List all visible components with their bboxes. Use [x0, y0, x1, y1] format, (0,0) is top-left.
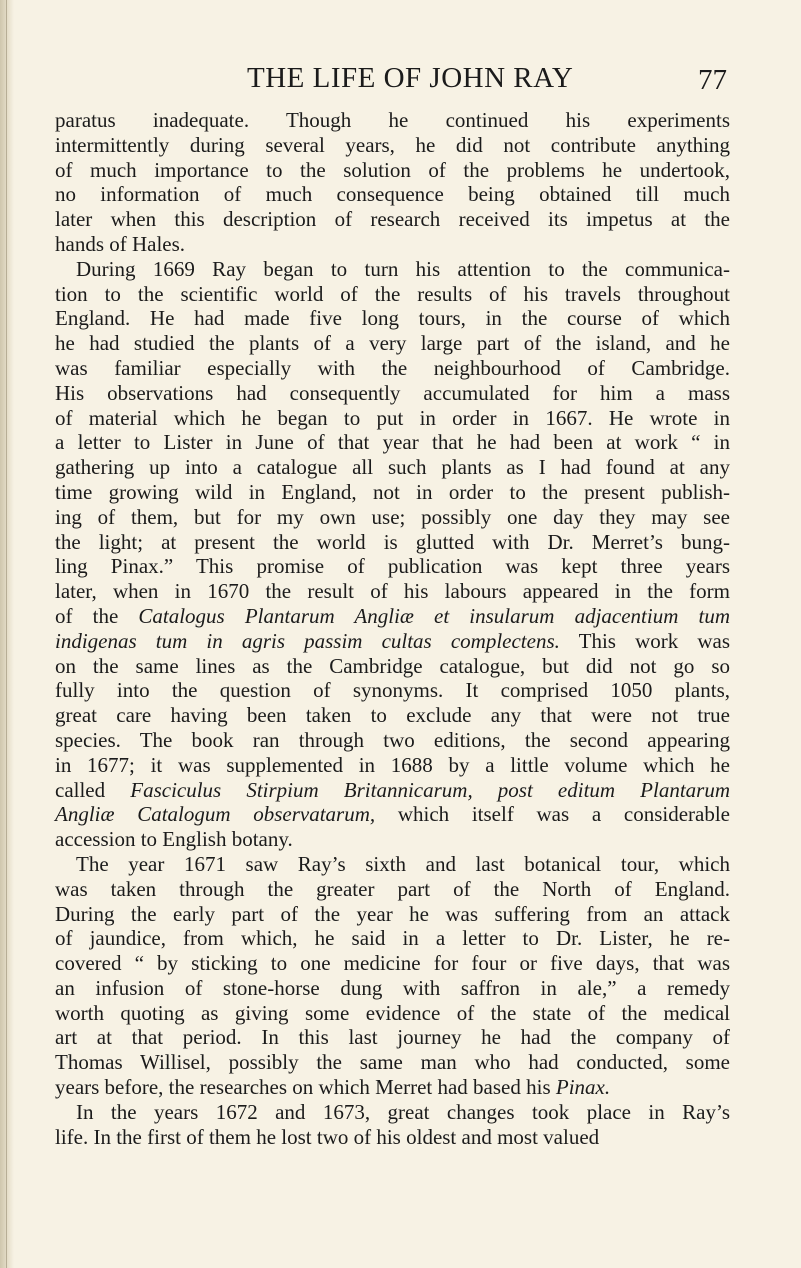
line-text: The year 1671 saw Ray’s sixth and last botanical tour, which — [76, 851, 730, 876]
line-text: no information of much consequence being obtained till much — [55, 182, 730, 207]
page-gutter — [0, 0, 14, 1268]
italic-title-text: indigenas tum in agris passim cultas complectens. — [55, 628, 560, 653]
text-line — [55, 207, 730, 232]
text-line — [55, 852, 730, 877]
page-number: 77 — [698, 64, 727, 96]
line-text: England. He had made five long tours, in the course of which — [55, 306, 730, 331]
line-text: which itself was a considerable — [375, 802, 730, 827]
italic-title-text: Angliæ Catalogum observatarum, — [55, 802, 376, 827]
line-text: tion to the scientific world of the results of his travels throughout — [55, 281, 730, 306]
line-text: a letter to Lister in June of that year that he had been at work “ in — [55, 430, 730, 455]
text-line — [55, 753, 730, 778]
text-line — [55, 976, 730, 1001]
line-text: covered “ by sticking to one medicine for four or five days, that was — [55, 951, 730, 976]
line-text: In the years 1672 and 1673, great changes took place in Ray’s — [76, 1099, 730, 1124]
line-text: During the early part of the year he was suffering from an attack — [55, 901, 730, 926]
line-text: accession to English botany. — [55, 827, 293, 852]
text-line — [55, 902, 730, 927]
line-text: species. The book ran through two editions, the second appearing — [55, 727, 730, 752]
text-line — [55, 926, 730, 951]
line-text: the light; at present the world is glutted with Dr. Merret’s bung- — [55, 529, 730, 554]
text-line — [55, 108, 730, 133]
text-line — [55, 356, 730, 381]
text-line — [55, 158, 730, 183]
text-line — [55, 703, 730, 728]
page-header — [55, 60, 735, 96]
text-line — [55, 951, 730, 976]
line-text: of jaundice, from which, he said in a letter to Dr. Lister, he re- — [55, 926, 730, 951]
line-text: of much importance to the solution of the problems he undertook, — [55, 157, 730, 182]
line-text: years before, the researches on which Merret had based his — [55, 1075, 556, 1100]
text-line — [55, 530, 730, 555]
line-text: in 1677; it was supplemented in 1688 by a little volume which he — [55, 752, 730, 777]
text-line — [55, 778, 730, 803]
text-line — [55, 654, 730, 679]
line-text: ling Pinax.” This promise of publication was kept three years — [55, 554, 730, 579]
line-text: This work was — [559, 628, 730, 653]
line-text: called — [55, 777, 131, 802]
text-line — [55, 629, 730, 654]
line-text: on the same lines as the Cambridge catalogue, but did not go so — [55, 653, 730, 678]
text-line — [55, 1001, 730, 1026]
italic-title-text: Catalogus Plantarum Angliæ et insularum adjacentium tum — [138, 603, 730, 628]
text-line — [55, 579, 730, 604]
text-line — [55, 282, 730, 307]
line-text: gathering up into a catalogue all such plants as I had found at any — [55, 455, 730, 480]
line-text: During 1669 Ray began to turn his attention to the communica- — [76, 256, 730, 281]
line-text: later when this description of research received its impetus at the — [55, 207, 730, 232]
text-line — [55, 232, 730, 257]
text-line — [55, 406, 730, 431]
line-text: time growing wild in England, not in order to the present publish- — [55, 479, 730, 504]
text-line — [55, 728, 730, 753]
text-line — [55, 877, 730, 902]
line-text: intermittently during several years, he did not contribute anything — [55, 132, 730, 157]
text-line — [55, 1025, 730, 1050]
text-line — [55, 827, 730, 852]
text-line — [55, 455, 730, 480]
line-text: of the — [55, 603, 139, 628]
text-line — [55, 133, 730, 158]
line-text: ing of them, but for my own use; possibly one day they may see — [55, 504, 730, 529]
line-text: an infusion of stone-horse dung with saffron in ale,” a remedy — [55, 975, 730, 1000]
line-text: art at that period. In this last journey he had the company of — [55, 1025, 730, 1050]
text-line — [55, 480, 730, 505]
text-line — [55, 306, 730, 331]
line-text: he had studied the plants of a very large part of the island, and he — [55, 331, 730, 356]
line-text: was familiar especially with the neighbourhood of Cambridge. — [55, 355, 730, 380]
running-head: THE LIFE OF JOHN RAY — [247, 62, 574, 94]
text-line — [55, 1075, 730, 1100]
line-text: of material which he began to put in order in 1667. He wrote in — [55, 405, 730, 430]
line-text: His observations had consequently accumulated for him a mass — [55, 380, 730, 405]
line-text: life. In the first of them he lost two of his oldest and most valued — [55, 1124, 600, 1149]
text-line — [55, 802, 730, 827]
text-line — [55, 604, 730, 629]
text-line — [55, 430, 730, 455]
text-line — [55, 678, 730, 703]
text-line — [55, 182, 730, 207]
line-text: paratus inadequate. Though he continued his experiments — [55, 108, 730, 132]
line-text: was taken through the greater part of the North of England. — [55, 876, 730, 901]
body-text — [55, 108, 730, 1149]
line-text: hands of Hales. — [55, 231, 186, 256]
text-line — [55, 381, 730, 406]
text-line — [55, 257, 730, 282]
italic-title-text: Fasciculus Stirpium Britannicarum, post editum Plantarum — [130, 777, 731, 802]
line-text: worth quoting as giving some evidence of the state of the medical — [55, 1000, 730, 1025]
text-line — [55, 1125, 730, 1150]
text-line — [55, 331, 730, 356]
line-text: later, when in 1670 the result of his labours appeared in the form — [55, 579, 730, 604]
line-text: fully into the question of synonyms. It comprised 1050 plants, — [55, 678, 730, 703]
text-line — [55, 1100, 730, 1125]
line-text: Thomas Willisel, possibly the same man who had conducted, some — [55, 1050, 730, 1075]
text-line — [55, 1050, 730, 1075]
text-line — [55, 554, 730, 579]
line-text: great care having been taken to exclude any that were not true — [55, 703, 730, 728]
gutter-line — [6, 0, 7, 1268]
text-line — [55, 505, 730, 530]
italic-title-text: Pinax. — [555, 1075, 611, 1100]
